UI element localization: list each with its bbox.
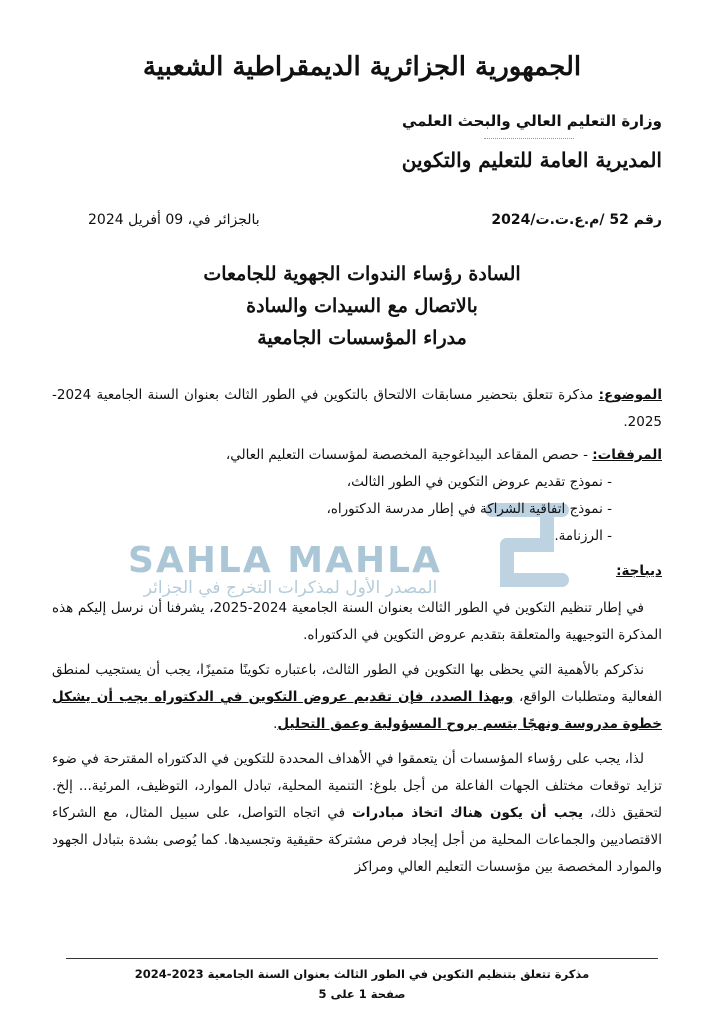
attachments-label: المرفقات: bbox=[592, 447, 662, 463]
republic-title: الجمهورية الجزائرية الديمقراطية الشعبية bbox=[142, 52, 582, 82]
watermark-subtitle: المصدر الأول لمذكرات التخرج في الجزائر bbox=[143, 578, 438, 598]
paragraph-importance bbox=[52, 657, 662, 738]
subject-paragraph bbox=[52, 382, 662, 436]
attachments-first bbox=[52, 442, 662, 469]
paragraph-text: في اتجاه التواصل، على سبيل المثال، مع الشركاء الاقتصاديين والجماعات المحلية من أجل إيجاد فرص مشتركة حقيقية وتجسيدها. كما يُوصى بشدة بتبادل الجهود والموارد المخصصة بين مؤسسات التعليم العالي ومراكز bbox=[52, 805, 662, 875]
separator-dots bbox=[484, 138, 574, 139]
attachment-item: - الرزنامة. bbox=[554, 528, 612, 544]
preamble-heading bbox=[52, 558, 662, 585]
paragraph-intro: في إطار تنظيم التكوين في الطور الثالث بعنوان السنة الجامعية 2024-2025، يشرفنا أن نرسل إليكم هذه المذكرة التوجيهية والمتعلقة بتقديم عروض التكوين في الدكتوراه. bbox=[52, 600, 662, 643]
watermark-title: SAHLA MAHLA bbox=[128, 540, 442, 581]
preamble-label: ديباجة: bbox=[616, 563, 662, 579]
reference-prefix: رقم bbox=[633, 212, 662, 228]
recipient-line: السادة رؤساء الندوات الجهوية للجامعات bbox=[203, 263, 521, 285]
attachments-list bbox=[52, 469, 662, 550]
page-footer bbox=[0, 964, 724, 1004]
recipient-line: بالاتصال مع السيدات والسادة bbox=[246, 295, 478, 317]
recipients-block bbox=[0, 258, 724, 354]
paragraph-objectives bbox=[52, 746, 662, 881]
reference-code: /م.ع.ت.ت/2024 bbox=[491, 212, 605, 228]
subject-text: مذكرة تتعلق بتحضير مسابقات الالتحاق بالتكوين في الطور الثالث بعنوان السنة الجامعية 2024-2025. bbox=[52, 387, 662, 430]
attachment-item: - نموذج اتفاقية الشراكة في إطار مدرسة الدكتوراه، bbox=[326, 501, 612, 517]
reference-number bbox=[491, 212, 662, 228]
paragraph-emphasis: وبهذا الصدد، فإن تقديم عروض التكوين في الدكتوراه يجب أن يشكل خطوة مدروسة ونهجًا يتسم بروح المسؤولية وعمق التحليل bbox=[52, 689, 662, 732]
letter-body bbox=[52, 382, 662, 889]
footer-title: مذكرة تتعلق بتنظيم التكوين في الطور الثالث بعنوان السنة الجامعية 2023-2024 bbox=[134, 967, 590, 981]
recipient-line: مدراء المؤسسات الجامعية bbox=[257, 327, 467, 349]
paragraph-text: . bbox=[273, 716, 278, 732]
subject-label: الموضوع: bbox=[598, 387, 662, 403]
paragraph-emphasis: يجب أن يكون هناك اتخاذ مبادرات bbox=[352, 805, 584, 821]
issue-date: بالجزائر في، 09 أفريل 2024 bbox=[88, 212, 260, 228]
ministry-title: وزارة التعليم العالي والبحث العلمي bbox=[401, 112, 662, 130]
paragraph-text: لذا، يجب على رؤساء المؤسسات أن يتعمقوا في الأهداف المحددة للتكوين في الدكتوراه المقترحة في ضوء تزايد توقعات مختلف الجهات الفاعلة من أجل بلوغ: التنمية المحلية، تبادل الموارد، التوظيف، المرئية... إلخ. لتحقيق ذلك، bbox=[52, 751, 662, 821]
directorate-title: المديرية العامة للتعليم والتكوين bbox=[401, 148, 662, 172]
footer-divider bbox=[66, 958, 658, 959]
attachment-item: - حصص المقاعد البيداغوجية المخصصة لمؤسسات التعليم العالي، bbox=[225, 447, 593, 463]
paragraph-text: نذكركم بالأهمية التي يحظى بها التكوين في الطور الثالث، باعتباره تكوينًا متميزًا، يجب أن يستجيب لمنطق الفعالية ومتطلبات الواقع، bbox=[52, 662, 662, 705]
reference-value: 52 bbox=[609, 212, 629, 228]
attachment-item: - نموذج تقديم عروض التكوين في الطور الثالث، bbox=[346, 474, 612, 490]
page-number: صفحة 1 على 5 bbox=[318, 987, 406, 1001]
